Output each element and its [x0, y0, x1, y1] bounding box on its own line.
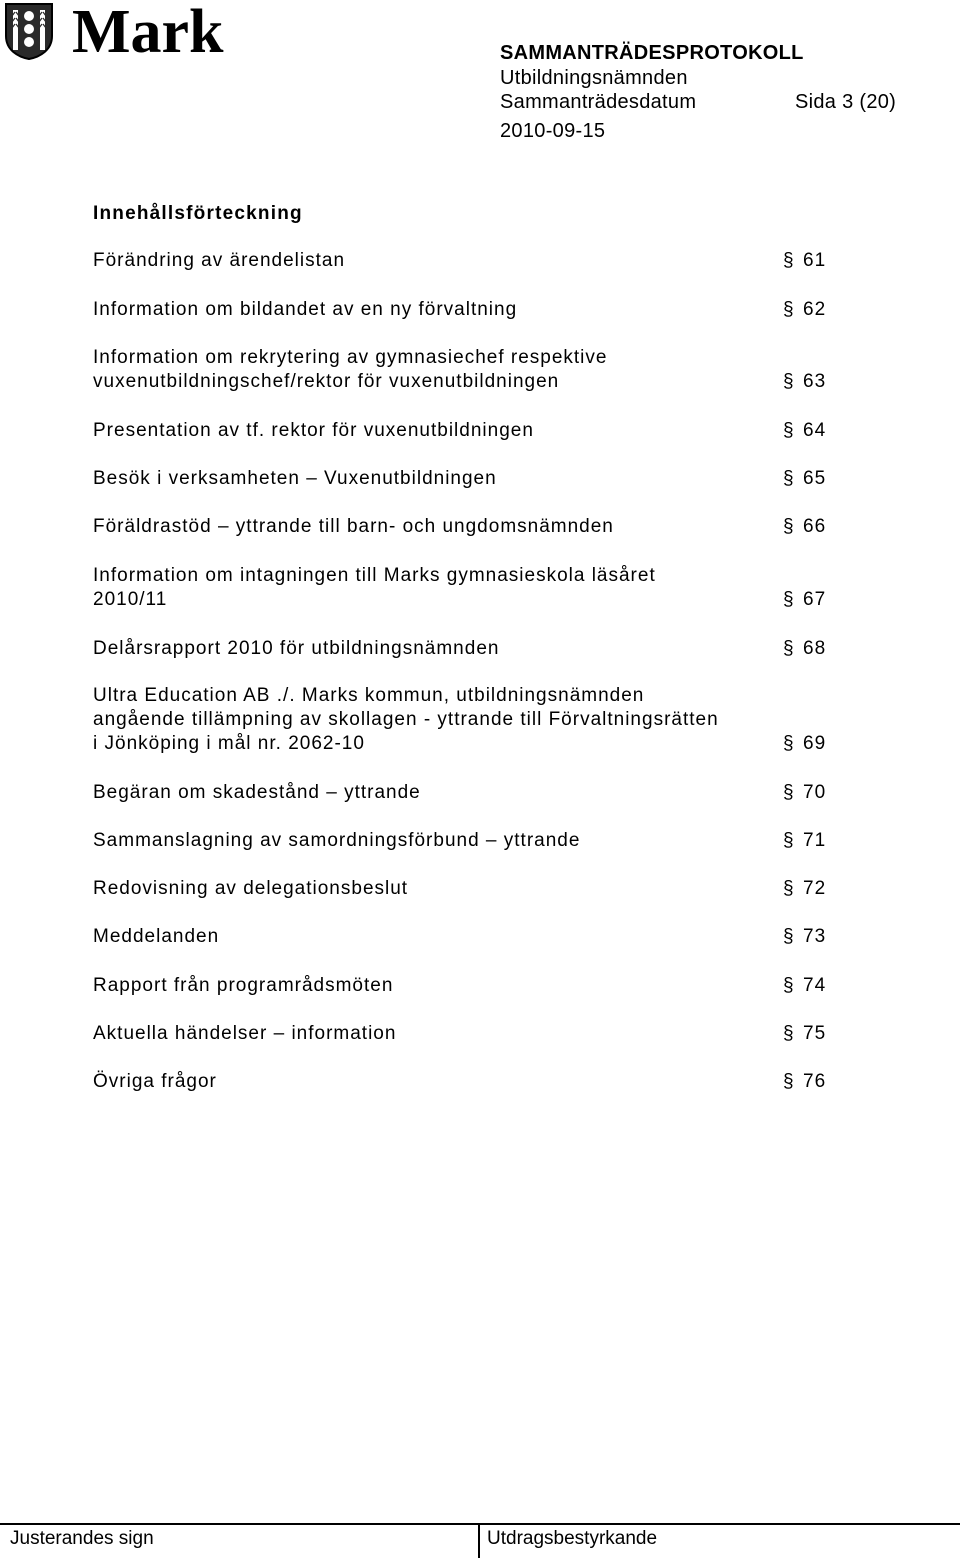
toc-entry [93, 925, 833, 949]
section-symbol: § [783, 468, 795, 489]
meeting-date: 2010-09-15 [500, 120, 606, 142]
paragraph-number: 70 [803, 782, 827, 803]
toc-entry-paragraph [783, 467, 833, 491]
toc-entry-paragraph [783, 515, 833, 539]
paragraph-number: 72 [803, 878, 827, 899]
section-symbol: § [783, 1071, 795, 1092]
paragraph-number: 76 [803, 1071, 827, 1092]
toc-entry [93, 684, 833, 756]
toc-heading: Innehållsförteckning [93, 203, 303, 224]
toc-entry-title: i Jönköping i mål nr. 2062-10 [93, 733, 365, 754]
toc-entry [93, 249, 833, 273]
section-symbol: § [783, 420, 795, 441]
toc-entry-paragraph [783, 588, 833, 612]
toc-entry-title: Information om intagningen till Marks gymnasieskola läsåret [93, 565, 656, 586]
toc-entry-paragraph [783, 781, 833, 805]
meeting-date-label: Sammanträdesdatum [500, 91, 697, 113]
toc-entry [93, 346, 833, 394]
toc-entry [93, 1070, 833, 1094]
toc-entry [93, 829, 833, 853]
toc-entry [93, 515, 833, 539]
paragraph-number: 67 [803, 589, 827, 610]
toc-entry-title: Delårsrapport 2010 för utbildningsnämnden [93, 638, 500, 659]
toc-entry-title: Begäran om skadestånd – yttrande [93, 782, 421, 803]
paragraph-number: 62 [803, 299, 827, 320]
toc-entry [93, 877, 833, 901]
toc-entry-title: Information om bildandet av en ny förvaltning [93, 299, 518, 320]
toc-entry [93, 564, 833, 612]
section-symbol: § [783, 782, 795, 803]
toc-entry-paragraph [783, 419, 833, 443]
section-symbol: § [783, 1023, 795, 1044]
toc-entry-paragraph [783, 1070, 833, 1094]
section-symbol: § [783, 638, 795, 659]
toc-entry-paragraph [783, 925, 833, 949]
paragraph-number: 63 [803, 371, 827, 392]
section-symbol: § [783, 926, 795, 947]
toc-entry-title: Besök i verksamheten – Vuxenutbildningen [93, 468, 497, 489]
paragraph-number: 73 [803, 926, 827, 947]
paragraph-number: 64 [803, 420, 827, 441]
section-symbol: § [783, 250, 795, 271]
toc-entry-title: Information om rekrytering av gymnasiechef respektive [93, 347, 608, 368]
paragraph-number: 71 [803, 830, 827, 851]
toc-entry-paragraph [783, 249, 833, 273]
toc-entry [93, 419, 833, 443]
toc-entry-paragraph [783, 974, 833, 998]
section-symbol: § [783, 589, 795, 610]
logo-wordmark: Mark [72, 0, 224, 66]
paragraph-number: 69 [803, 733, 827, 754]
toc-entry-title: Ultra Education AB ./. Marks kommun, utbildningsnämnden [93, 685, 645, 706]
committee-name: Utbildningsnämnden [500, 67, 688, 89]
toc-entry-title: angående tillämpning av skollagen - yttrande till Förvaltningsrätten [93, 709, 719, 730]
section-symbol: § [783, 878, 795, 899]
footer-divider [478, 1523, 480, 1558]
toc-entry-title: vuxenutbildningschef/rektor för vuxenutbildningen [93, 371, 560, 392]
toc-entry-title: Rapport från programrådsmöten [93, 975, 394, 996]
paragraph-number: 61 [803, 250, 827, 271]
toc-entry-paragraph [783, 829, 833, 853]
paragraph-number: 68 [803, 638, 827, 659]
toc-entry-paragraph [783, 1022, 833, 1046]
toc-entry-paragraph [783, 877, 833, 901]
footer-certification-label: Utdragsbestyrkande [487, 1528, 658, 1549]
footer-signature-label: Justerandes sign [10, 1528, 154, 1549]
municipal-coat-of-arms-icon [4, 2, 54, 60]
section-symbol: § [783, 733, 795, 754]
toc-entry-paragraph [783, 298, 833, 322]
toc-entry-title: Aktuella händelser – information [93, 1023, 397, 1044]
toc-entry-title: Förändring av ärendelistan [93, 250, 346, 271]
toc-entry [93, 1022, 833, 1046]
toc-entry-title: Meddelanden [93, 926, 220, 947]
section-symbol: § [783, 299, 795, 320]
toc-entry [93, 637, 833, 661]
toc-entry-title: Föräldrastöd – yttrande till barn- och ungdomsnämnden [93, 516, 614, 537]
toc-entry [93, 298, 833, 322]
section-symbol: § [783, 371, 795, 392]
toc-entry-paragraph [783, 732, 833, 756]
section-symbol: § [783, 516, 795, 537]
toc-entry [93, 467, 833, 491]
paragraph-number: 75 [803, 1023, 827, 1044]
toc-entry-title: Presentation av tf. rektor för vuxenutbildningen [93, 420, 534, 441]
paragraph-number: 74 [803, 975, 827, 996]
page-number: Sida 3 (20) [795, 91, 897, 113]
toc-entry-paragraph [783, 637, 833, 661]
document-type-title: SAMMANTRÄDESPROTOKOLL [500, 42, 804, 64]
paragraph-number: 65 [803, 468, 827, 489]
toc-entry-title: Sammanslagning av samordningsförbund – yttrande [93, 830, 581, 851]
toc-entry-paragraph [783, 370, 833, 394]
section-symbol: § [783, 975, 795, 996]
toc-entry-title: Övriga frågor [93, 1071, 217, 1092]
toc-entry [93, 974, 833, 998]
toc-entry-title: 2010/11 [93, 589, 168, 610]
paragraph-number: 66 [803, 516, 827, 537]
toc-entry-title: Redovisning av delegationsbeslut [93, 878, 409, 899]
toc-entry [93, 781, 833, 805]
section-symbol: § [783, 830, 795, 851]
